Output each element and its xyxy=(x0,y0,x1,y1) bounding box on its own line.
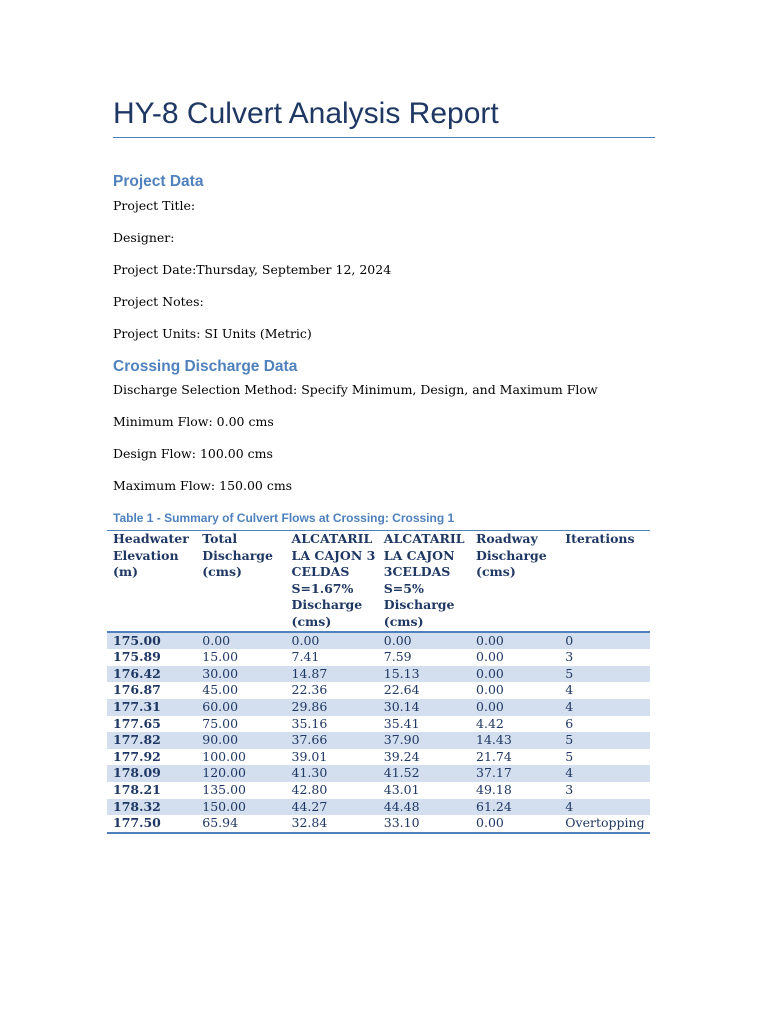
headwater-cell: 177.92 xyxy=(113,748,161,764)
iterations-cell: 4 xyxy=(565,682,574,698)
header-line: ALCATARIL xyxy=(383,531,465,546)
iterations-cell: 4 xyxy=(559,765,650,782)
culvert1-discharge-cell: 14.87 xyxy=(286,666,378,683)
roadway-discharge-cell: 61.24 xyxy=(470,799,559,816)
total-discharge-cell: 90.00 xyxy=(196,732,285,749)
culvert2-discharge-cell: 30.14 xyxy=(378,699,470,716)
project-units-line: Project Units: SI Units (Metric) xyxy=(113,326,312,341)
culvert1-discharge-cell: 42.80 xyxy=(291,781,328,797)
culvert1-discharge-cell: 0.00 xyxy=(286,632,378,650)
total-discharge-cell: 0.00 xyxy=(196,632,285,650)
iterations-cell: 4 xyxy=(559,699,650,716)
culvert2-discharge-cell: 39.24 xyxy=(383,748,420,764)
header-line: (cms) xyxy=(202,564,242,580)
header-line: (cms) xyxy=(383,613,424,629)
culvert2-discharge-cell: 0.00 xyxy=(378,632,470,650)
iterations-header xyxy=(559,531,650,632)
culvert2-discharge-header xyxy=(378,531,470,632)
header-line: (m) xyxy=(113,564,139,580)
header-line: Discharge xyxy=(202,547,273,563)
headwater-cell: 177.82 xyxy=(107,732,196,749)
iterations-cell: 5 xyxy=(559,732,650,749)
culvert2-discharge-cell: 44.48 xyxy=(378,799,470,816)
culvert2-discharge-cell: 37.90 xyxy=(378,732,470,749)
table-row xyxy=(107,815,650,833)
headwater-cell: 175.89 xyxy=(113,649,161,665)
headwater-cell: 177.50 xyxy=(113,815,161,831)
table-row xyxy=(107,765,650,782)
iterations-cell: Overtopping xyxy=(565,815,645,831)
table-row xyxy=(107,699,650,716)
project-date-line: Project Date:Thursday, September 12, 2024 xyxy=(113,262,392,277)
iterations-cell: 5 xyxy=(565,748,574,764)
culvert2-discharge-cell: 41.52 xyxy=(378,765,470,782)
roadway-discharge-cell: 14.43 xyxy=(470,732,559,749)
table-row xyxy=(107,732,650,749)
table-row xyxy=(107,632,650,650)
total-discharge-cell: 65.94 xyxy=(202,815,239,831)
headwater-cell: 177.31 xyxy=(107,699,196,716)
total-discharge-cell: 120.00 xyxy=(196,765,285,782)
culvert2-discharge-cell: 35.41 xyxy=(383,715,420,731)
culvert2-discharge-cell: 33.10 xyxy=(383,815,420,831)
roadway-discharge-cell: 21.74 xyxy=(476,748,512,764)
culvert1-discharge-header xyxy=(286,531,378,632)
table-row xyxy=(107,682,650,699)
total-discharge-cell: 45.00 xyxy=(202,682,239,698)
roadway-discharge-cell: 49.18 xyxy=(476,781,512,797)
table-caption: Table 1 - Summary of Culvert Flows at Crossing: Crossing 1 xyxy=(113,511,455,525)
headwater-cell: 175.00 xyxy=(107,632,196,650)
total-discharge-header xyxy=(196,531,285,632)
header-line: CELDAS xyxy=(291,564,350,580)
header-line: S=5% xyxy=(383,580,424,596)
header-line: LA CAJON xyxy=(383,547,455,563)
iterations-cell: 3 xyxy=(565,781,574,797)
total-discharge-cell: 100.00 xyxy=(202,748,247,764)
project-data-heading: Project Data xyxy=(113,173,204,190)
maximum-flow-line: Maximum Flow: 150.00 cms xyxy=(113,478,293,493)
header-line: Roadway xyxy=(476,531,538,546)
iterations-cell: 3 xyxy=(565,649,574,665)
project-notes-line: Project Notes: xyxy=(113,294,204,309)
discharge-method-line: Discharge Selection Method: Specify Minimum, Design, and Maximum Flow xyxy=(113,382,598,397)
total-discharge-cell: 150.00 xyxy=(196,799,285,816)
iterations-cell: 6 xyxy=(565,715,574,731)
header-line: S=1.67% xyxy=(291,580,354,596)
header-line: Discharge xyxy=(291,597,363,613)
culvert1-discharge-cell: 22.36 xyxy=(291,682,328,698)
headwater-elevation-header xyxy=(107,531,196,632)
headwater-cell: 177.65 xyxy=(113,715,161,731)
roadway-discharge-cell: 0.00 xyxy=(476,815,504,831)
culvert1-discharge-cell: 37.66 xyxy=(286,732,378,749)
project-title-line: Project Title: xyxy=(113,198,196,213)
headwater-cell: 178.21 xyxy=(113,781,161,797)
table-row xyxy=(107,716,650,733)
crossing-discharge-heading: Crossing Discharge Data xyxy=(113,358,298,375)
headwater-cell: 176.42 xyxy=(107,666,196,683)
total-discharge-cell: 15.00 xyxy=(202,649,239,665)
roadway-discharge-cell: 4.42 xyxy=(476,715,504,731)
header-line: (cms) xyxy=(476,564,516,580)
culvert1-discharge-cell: 7.41 xyxy=(291,649,320,665)
header-line: Total xyxy=(202,531,238,546)
culvert1-discharge-cell: 29.86 xyxy=(286,699,378,716)
total-discharge-cell: 30.00 xyxy=(196,666,285,683)
culvert-flows-table xyxy=(107,530,650,834)
header-line: Headwater xyxy=(113,531,189,546)
culvert2-discharge-cell: 15.13 xyxy=(378,666,470,683)
culvert1-discharge-cell: 44.27 xyxy=(286,799,378,816)
headwater-cell: 178.09 xyxy=(107,765,196,782)
roadway-discharge-cell: 0.00 xyxy=(470,632,559,650)
header-line: (cms) xyxy=(291,613,332,629)
roadway-discharge-cell: 37.17 xyxy=(470,765,559,782)
table-body xyxy=(107,632,650,833)
table-row xyxy=(107,649,650,666)
total-discharge-cell: 75.00 xyxy=(202,715,239,731)
table-row xyxy=(107,799,650,816)
roadway-discharge-cell: 0.00 xyxy=(470,666,559,683)
culvert2-discharge-cell: 22.64 xyxy=(383,682,420,698)
header-line: Discharge xyxy=(476,547,547,563)
header-line: 3CELDAS xyxy=(383,564,451,580)
table-row xyxy=(107,749,650,766)
iterations-cell: 4 xyxy=(559,799,650,816)
table-header-row xyxy=(107,531,650,632)
culvert2-discharge-cell: 7.59 xyxy=(383,649,412,665)
culvert1-discharge-cell: 32.84 xyxy=(291,815,328,831)
minimum-flow-line: Minimum Flow: 0.00 cms xyxy=(113,414,274,429)
iterations-cell: 5 xyxy=(559,666,650,683)
headwater-cell: 176.87 xyxy=(113,682,161,698)
roadway-discharge-cell: 0.00 xyxy=(470,699,559,716)
header-line: LA CAJON 3 xyxy=(291,547,376,563)
iterations-cell: 0 xyxy=(559,632,650,650)
headwater-cell: 178.32 xyxy=(107,799,196,816)
design-flow-line: Design Flow: 100.00 cms xyxy=(113,446,273,461)
culvert1-discharge-cell: 35.16 xyxy=(291,715,328,731)
culvert1-discharge-cell: 39.01 xyxy=(291,748,328,764)
table-row xyxy=(107,666,650,683)
designer-line: Designer: xyxy=(113,230,175,245)
roadway-discharge-cell: 0.00 xyxy=(476,649,504,665)
total-discharge-cell: 135.00 xyxy=(202,781,247,797)
roadway-discharge-cell: 0.00 xyxy=(476,682,504,698)
header-line: Discharge xyxy=(383,597,455,613)
culvert1-discharge-cell: 41.30 xyxy=(286,765,378,782)
header-line: Iterations xyxy=(565,531,635,546)
total-discharge-cell: 60.00 xyxy=(196,699,285,716)
report-title: HY-8 Culvert Analysis Report xyxy=(113,96,655,138)
culvert2-discharge-cell: 43.01 xyxy=(383,781,420,797)
header-line: Elevation xyxy=(113,547,179,563)
header-line: ALCATARIL xyxy=(291,531,373,546)
table-row xyxy=(107,782,650,799)
roadway-discharge-header xyxy=(470,531,559,632)
